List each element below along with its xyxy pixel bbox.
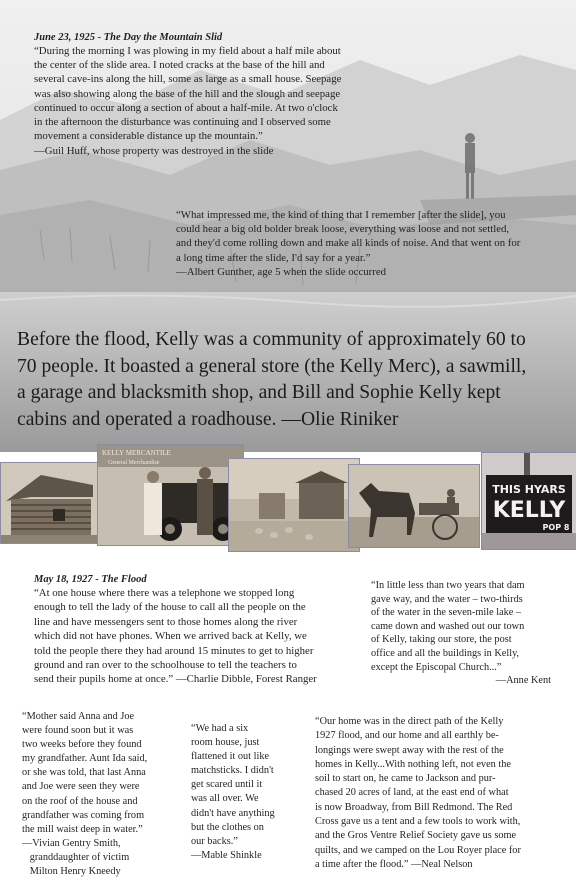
smith-quote-line: on the roof of the house and <box>22 795 138 807</box>
riniker-quote-line: cabins and operated a roadhouse. —Olie Riniker <box>17 408 399 430</box>
homestead-photo <box>228 458 360 552</box>
flood-date-heading: May 18, 1927 - The Flood <box>34 574 147 585</box>
shinkle-quote-line: was all over. We <box>191 793 259 805</box>
riniker-quote-line: 70 people. It boasted a general store (the Kelly Merc), a sawmill, <box>17 355 527 377</box>
kelly-mercantile-photo <box>97 444 244 546</box>
gunther-quote-line: and they'd come rolling down and make all kinds of noise. And that went on for <box>176 237 521 250</box>
photo-strip <box>0 449 576 552</box>
nelson-quote-line: chased 20 acres of land, at the east end of what <box>315 787 509 799</box>
kent-quote-line: except the Episcopal Church...” <box>371 661 502 673</box>
kent-quote-line: gave way, and the water – two-thirds <box>371 593 523 605</box>
huff-quote-text <box>34 44 414 143</box>
riniker-quote <box>17 327 572 433</box>
kent-quote-line: office and all the buildings in Kelly, <box>371 647 520 659</box>
shinkle-quote-line: —Mable Shinkle <box>191 849 262 861</box>
gunther-quote-text <box>176 208 566 265</box>
kent-attribution: —Anne Kent <box>495 675 551 687</box>
shinkle-quote-line: but the clothes on <box>191 821 264 833</box>
smith-quote-line: —Vivian Gentry Smith, <box>22 837 121 849</box>
horse-wagon-photo <box>348 464 480 548</box>
gunther-quote-line: a long time after the slide, I'd say for a year.” <box>176 251 371 264</box>
nelson-quote-line: soil to start on, he came to Jackson and pur- <box>315 773 496 785</box>
nelson-quote <box>315 715 575 872</box>
sign-line-1: THIS HYARS <box>492 483 566 496</box>
nelson-quote-line: quilts, and we camped on the Lou Royer place for <box>315 844 521 856</box>
shinkle-quote-line: didn't have anything <box>191 807 275 819</box>
riniker-quote-line: a garage and blacksmith shop, and Bill and Sophie Kelly kept <box>17 382 501 403</box>
dibble-quote-text <box>34 586 364 687</box>
huff-quote-block <box>34 31 414 159</box>
smith-quote-line: Milton Henry Kneedy <box>22 866 121 878</box>
gunther-quote-line: “What impressed me, the kind of thing that I remember [after the slide], you <box>176 209 506 221</box>
smith-quote-line: the mill waist deep in water.” <box>22 823 143 835</box>
shinkle-quote-line: room house, just <box>191 737 260 749</box>
sign-line-2: KELLY <box>492 498 566 523</box>
dibble-quote-line: enough to tell the lady of the house to call all the people on the <box>34 601 306 614</box>
smith-quote-line: two weeks before they found <box>22 739 142 751</box>
dibble-quote-line: send their pupils home at once.” —Charlie Dibble, Forest Ranger <box>34 673 317 686</box>
riniker-quote-line: Before the flood, Kelly was a community of approximately 60 to <box>17 329 526 350</box>
kelly-sign-photo <box>481 452 576 550</box>
shinkle-quote-line: flattened it out like <box>191 751 270 763</box>
huff-quote-line: the center of the slide area. I noted cracks at the base of the hill and <box>34 59 325 72</box>
nelson-quote-line: and the Gros Ventre Relief Society gave us some <box>315 830 517 842</box>
kent-quote-line: of Kelly, taking our store, the post <box>371 634 512 646</box>
dibble-quote-block <box>34 573 364 687</box>
smith-quote-line: “Mother said Anna and Joe <box>22 711 135 722</box>
kent-quote-text <box>371 579 551 674</box>
shinkle-quote-line: our backs.” <box>191 835 238 847</box>
shinkle-quote-line: “We had a six <box>191 723 249 734</box>
kent-quote-line: of the water in the seven-mile lake – <box>371 607 522 619</box>
smith-quote-line: granddaughter of victim <box>22 851 130 863</box>
kent-quote-block <box>371 579 551 688</box>
dibble-quote-line: which did not have phones. When we arrived back at Kelly, we <box>34 630 307 643</box>
huff-quote-line: “During the morning I was plowing in my field about a half mile about <box>34 45 341 57</box>
nelson-quote-line: “Our home was in the direct path of the Kelly <box>315 716 504 727</box>
dibble-quote-line: “At one house where there was a telephone we stopped long <box>34 587 295 599</box>
gunther-attribution: —Albert Gunther, age 5 when the slide occurred <box>176 265 387 278</box>
nelson-quote-line: Cross gave us a tent and a few tools to work with, <box>315 816 521 828</box>
nelson-quote-line: longings were swept away with the rest of the <box>315 744 504 756</box>
dibble-quote-line: told the people there they had around 15 minutes to get to higher <box>34 644 314 657</box>
gunther-quote-block <box>176 208 566 279</box>
huff-quote-line: in the afternoon the disturbance was continuing and I observed some <box>34 116 331 129</box>
slide-date-heading: June 23, 1925 - The Day the Mountain Slid <box>34 32 223 43</box>
shinkle-quote-line: matchsticks. I didn't <box>191 765 274 777</box>
log-cabin-photo <box>0 462 100 544</box>
huff-quote-line: was also showing along the base of the hill and the slough and seepage <box>34 87 341 100</box>
nelson-quote-line: 1927 flood, and our home and all earthly be- <box>315 730 499 742</box>
smith-quote <box>22 710 192 879</box>
kent-quote-line: came down and washed out our town <box>371 620 525 632</box>
shinkle-quote-line: get scared until it <box>191 779 263 791</box>
smith-quote-line: and Joe were seen they were <box>22 781 140 793</box>
huff-quote-line: several cave-ins along the hill, some as large as a small house. Seepage <box>34 73 342 86</box>
kent-quote-line: “In little less than two years that dam <box>371 580 525 591</box>
sign-line-3: POP 8 <box>542 523 570 532</box>
nelson-quote-line: is now Broadway, from Bill Redmond. The Red <box>315 801 513 813</box>
smith-quote-line: grandfather was coming from <box>22 809 145 821</box>
shinkle-quote <box>191 722 306 863</box>
huff-quote-line: movement a considerable distance up the mountain.” <box>34 130 263 143</box>
nelson-quote-line: a time after the flood.” —Neal Nelson <box>315 858 473 870</box>
huff-quote-line: continued to occur along a section of about a half-mile. At two o'clock <box>34 101 338 114</box>
smith-quote-line: my grandfather. Aunt Ida said, <box>22 753 148 765</box>
huff-attribution: —Guil Huff, whose property was destroyed in the slide <box>34 145 274 158</box>
store-sign-subtext: General Merchandise <box>108 460 160 466</box>
nelson-quote-line: homes in Kelly...With nothing left, not even the <box>315 758 511 770</box>
smith-quote-line: or she was told, that last Anna <box>22 767 146 779</box>
gunther-quote-line: could hear a big old bolder break loose, everything was loose and not settled, <box>176 223 510 236</box>
dibble-quote-line: line and have messengers sent to those homes along the river <box>34 615 298 628</box>
dibble-quote-line: ground and ran over to the schoolhouse to tell the teachers to <box>34 659 297 672</box>
smith-quote-line: were found soon but it was <box>22 725 134 737</box>
store-sign-text: KELLY MERCANTILE <box>102 449 171 457</box>
